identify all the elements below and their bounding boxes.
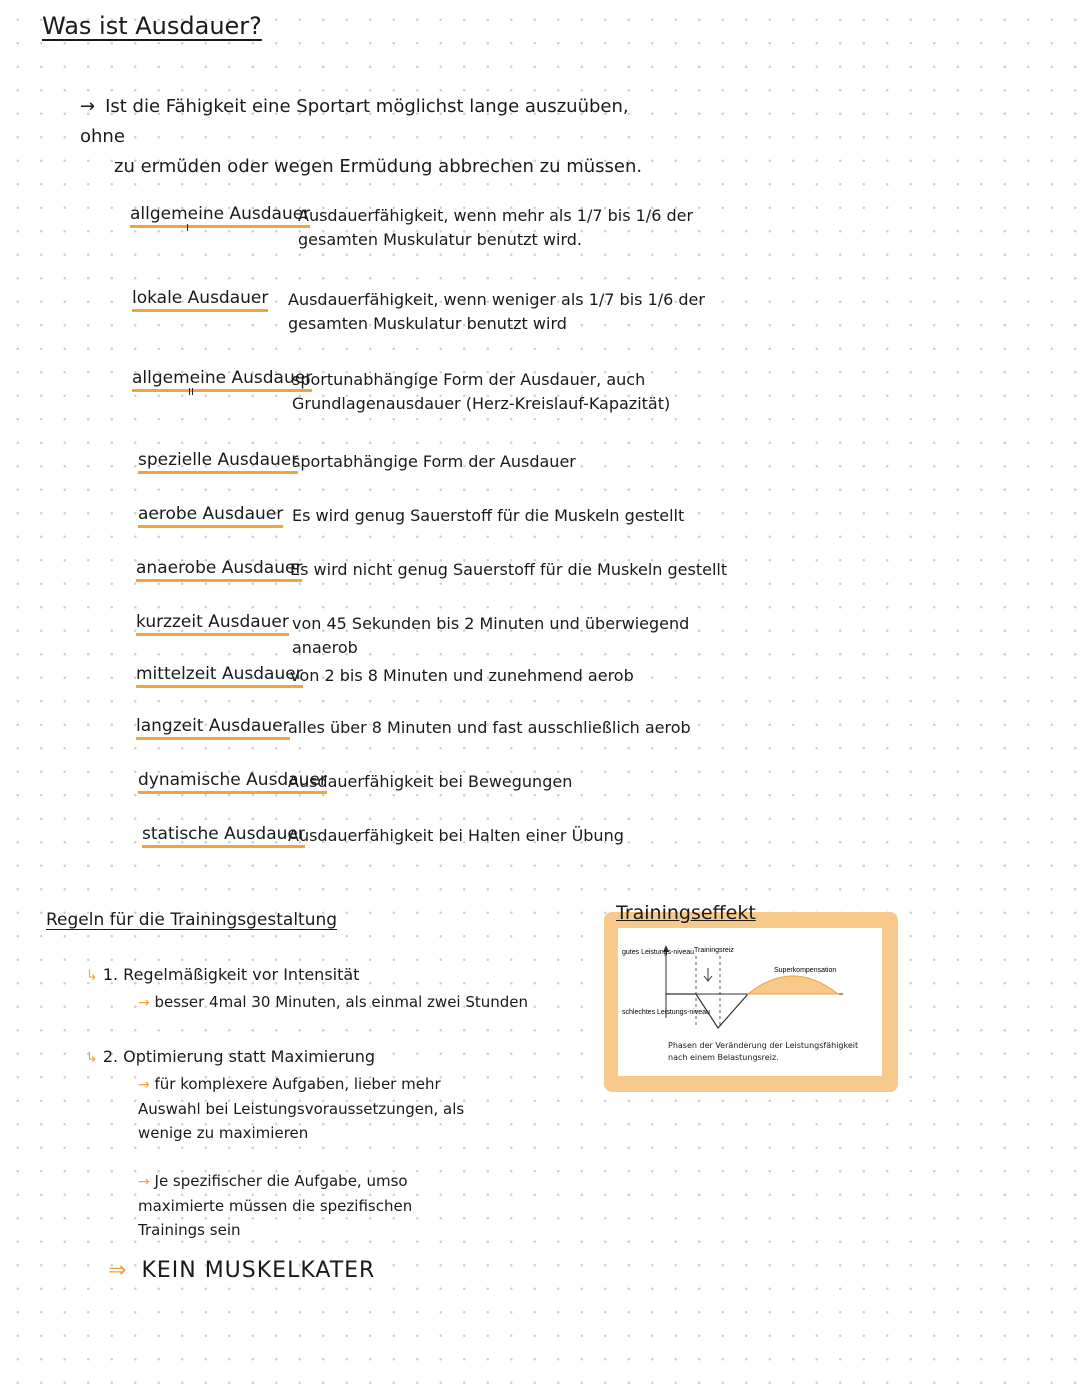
training-effect-caption: Phasen der Veränderung der Leistungsfähigkeit nach einem Belastungsreiz. bbox=[668, 1041, 859, 1062]
definition bbox=[80, 92, 660, 182]
arrow-right-icon: → bbox=[80, 96, 96, 117]
rule-point-text: besser 4mal 30 Minuten, als einmal zwei Stunden bbox=[154, 993, 529, 1011]
page-title: Was ist Ausdauer? bbox=[42, 12, 262, 40]
double-arrow-icon: ⇒ bbox=[108, 1258, 128, 1283]
type-row bbox=[136, 664, 303, 684]
type-description: sportunabhängige Form der Ausdauer, auch Grundlagenausdauer (Herz-Kreislauf-Kapazität) bbox=[292, 370, 671, 413]
arrow-right-icon: → bbox=[138, 1174, 150, 1190]
rule-point-text: für komplexere Aufgaben, lieber mehr Auswahl bei Leistungsvoraussetzungen, als wenige zu maximieren bbox=[138, 1075, 465, 1142]
type-description: Ausdauerfähigkeit bei Bewegungen bbox=[288, 772, 573, 791]
type-row bbox=[132, 368, 312, 398]
rule-item bbox=[86, 962, 546, 1015]
type-marker: I bbox=[186, 223, 189, 234]
type-description: Ausdauerfähigkeit bei Halten einer Übung bbox=[288, 826, 624, 845]
type-term: langzeit Ausdauer bbox=[136, 716, 290, 740]
type-description: von 2 bis 8 Minuten und zunehmend aerob bbox=[290, 666, 634, 685]
definition-line-2: zu ermüden oder wegen Ermüdung abbrechen zu müssen. bbox=[114, 156, 643, 177]
label-bad-level: schlechtes Leistungs-niveau bbox=[622, 1009, 710, 1016]
rule-point bbox=[138, 990, 546, 1015]
type-description: Es wird genug Sauerstoff für die Muskeln gestellt bbox=[292, 506, 685, 525]
type-row bbox=[136, 558, 302, 578]
conclusion-text: KEIN MUSKELKATER bbox=[141, 1258, 376, 1283]
arrow-right-icon: → bbox=[138, 1077, 150, 1093]
arrow-right-icon: → bbox=[138, 995, 150, 1011]
label-training-stimulus: Trainingsreiz bbox=[694, 947, 734, 954]
type-row bbox=[136, 612, 289, 632]
type-term: allgemeine Ausdauer bbox=[132, 368, 312, 392]
arrow-down-icon bbox=[704, 968, 712, 981]
type-row bbox=[138, 450, 298, 470]
arrow-down-right-icon: ↳ bbox=[86, 1050, 98, 1066]
type-description: alles über 8 Minuten und fast ausschließlich aerob bbox=[288, 718, 691, 737]
supercompensation-area bbox=[748, 976, 838, 994]
type-row bbox=[130, 204, 310, 234]
type-row bbox=[136, 716, 290, 736]
definition-line-1: Ist die Fähigkeit eine Sportart möglichst lange auszuüben, ohne bbox=[80, 96, 629, 147]
rule-point-text: Je spezifischer die Aufgabe, umso maximierte müssen die spezifischen Trainings sein bbox=[138, 1172, 413, 1239]
type-description: sportabhängige Form der Ausdauer bbox=[292, 452, 576, 471]
rules-heading: Regeln für die Trainingsgestaltung bbox=[46, 910, 338, 930]
type-term: kurzzeit Ausdauer bbox=[136, 612, 289, 636]
type-description: Ausdauerfähigkeit, wenn weniger als 1/7 bis 1/6 der gesamten Muskulatur benutzt wird bbox=[288, 290, 705, 333]
rule-item bbox=[86, 1044, 526, 1242]
label-supercompensation: Superkompensation bbox=[774, 967, 837, 974]
label-good-level: gutes Leistungs-niveau bbox=[622, 949, 694, 956]
type-term: lokale Ausdauer bbox=[132, 288, 268, 312]
training-effect-title: Trainingseffekt bbox=[616, 902, 756, 924]
rule-point bbox=[138, 1072, 478, 1145]
type-term: allgemeine Ausdauer bbox=[130, 204, 310, 228]
rule-title: 2. Optimierung statt Maximierung bbox=[102, 1047, 376, 1066]
rule-title: 1. Regelmäßigkeit vor Intensität bbox=[102, 965, 360, 984]
type-row bbox=[132, 288, 268, 308]
conclusion bbox=[108, 1258, 375, 1283]
type-description: Es wird nicht genug Sauerstoff für die Muskeln gestellt bbox=[290, 560, 728, 579]
type-description: Ausdauerfähigkeit, wenn mehr als 1/7 bis 1/6 der gesamten Muskulatur benutzt wird. bbox=[298, 206, 694, 249]
type-term: spezielle Ausdauer bbox=[138, 450, 298, 474]
type-term: mittelzeit Ausdauer bbox=[136, 664, 303, 688]
type-marker: II bbox=[188, 387, 194, 398]
type-term: statische Ausdauer bbox=[142, 824, 305, 848]
arrow-down-right-icon: ↳ bbox=[86, 968, 98, 984]
type-term: aerobe Ausdauer bbox=[138, 504, 283, 528]
type-term: anaerobe Ausdauer bbox=[136, 558, 302, 582]
type-description: von 45 Sekunden bis 2 Minuten und überwiegend anaerob bbox=[292, 614, 690, 657]
type-row bbox=[138, 504, 283, 524]
type-term: dynamische Ausdauer bbox=[138, 770, 327, 794]
rule-point bbox=[138, 1169, 478, 1242]
type-row bbox=[142, 824, 305, 844]
